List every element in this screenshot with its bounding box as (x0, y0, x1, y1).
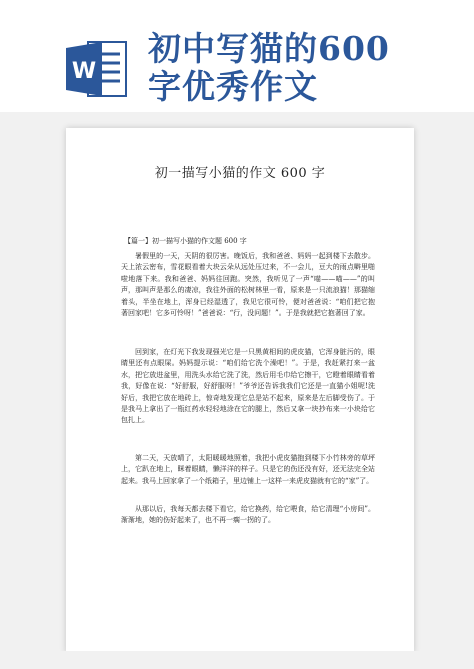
hero-title (148, 30, 448, 106)
hero-title-line-2: 字优秀作文 (148, 67, 318, 106)
word-document-icon (66, 38, 128, 100)
hero-title-line-1: 初中写猫的600 (148, 29, 390, 68)
paragraph-2: 回到家，在灯光下我发现强光它是一只黑黄相间的虎皮猫，它浑身脏污的，眼睛里还有点眼屎。妈妈提示说：“咱们给它洗个澡吧！”。于是，我赶紧打来一盆水，把它放进盆里，用洗头水给它洗了洗，然后用毛巾给它擦干，它瞪着眼睛看着我，好像在说：“好舒服，好舒服呀！”爷爷还告诉我我们它还是一直猫小姐呢!洗好后，我把它放在地砖上，惊奇地发现它总是站不起来，原来是左后脚受伤了。于是我马上拿出了一瓶红药水轻轻地涂在它的腿上，然后又拿一块抄布来一小块给它包扎上。 (121, 348, 375, 425)
paragraph-1: 暑假里的一天，天阴的很厉害。晚饭后，我和爸爸、妈妈一起到楼下去散步。天上浓云密布，雪花眼看着大块云朵从远处压过来，不一会儿，豆大的雨点噼里啪啦地落下来。我和爸爸、妈妈往回跑。突然，我听见了一声“喵——喵——”的叫声，那叫声是那么的凄凉，我往外面的松树林里一看，原来是一只流浪猫！那猫缩着头，半坐在地上，浑身已经湿透了，我见它很可怜，便对爸爸说：“咱们把它抱著回家吧！它多可怜呀！”爸爸说：“行，没问题！”。于是我就把它抱著回了家。 (121, 252, 375, 318)
banner (0, 0, 474, 112)
section-heading: 【篇一】初一描写小猫的作文题 600 字 (124, 237, 247, 245)
document-page (66, 128, 414, 653)
paragraph-4: 从那以后，我每天都去楼下看它，给它换药，给它喂食，给它清理“小房间”。渐渐地，她的伤好起来了，也不再一瘸一拐的了。 (121, 505, 375, 525)
document-title: 初一描写小猫的作文 600 字 (154, 166, 326, 181)
paragraph-3: 第二天，天放晴了，太阳暖暖地照着，我把小虎皮猫抱到楼下小竹林旁的草坪上，它趴在地上，眯着眼睛，懒洋洋的样子。只是它的伤还没有好，还无法完全站起来。我马上回家拿了一个纸箱子，里边铺上一这样一来虎皮猫就有它的“家”了。 (121, 454, 375, 485)
word-logo-letter: W (71, 59, 97, 84)
footer-strip (0, 651, 474, 669)
